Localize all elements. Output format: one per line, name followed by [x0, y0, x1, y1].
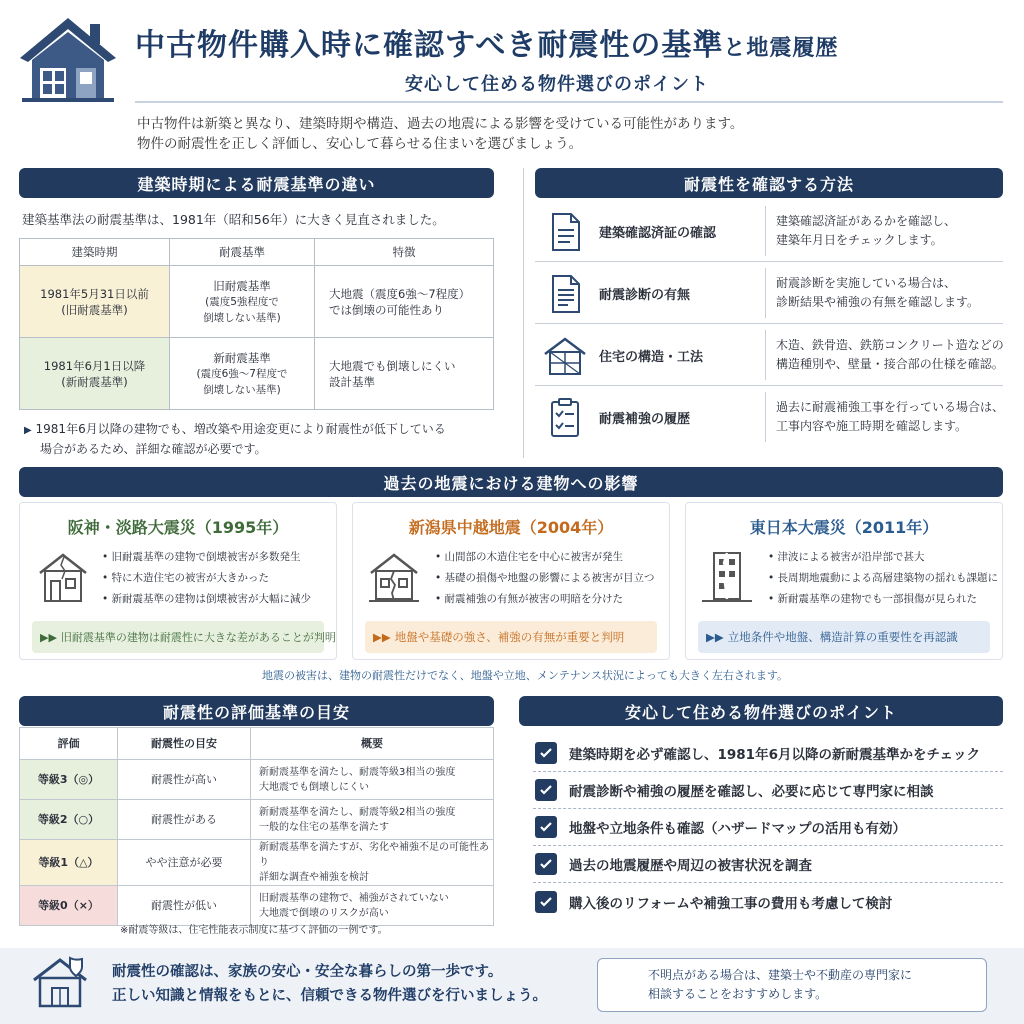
triangle-bullet-icon: ▶ — [24, 425, 32, 436]
quake-card-chuetsu — [352, 502, 670, 660]
method-row — [535, 200, 1003, 262]
consult-box — [597, 958, 987, 1012]
quake-title: 新潟県中越地震（2004年） — [408, 518, 614, 537]
summary-cell: 新耐震基準を満たし、耐震等級3相当の強度 大地震でも倒壊しにくい — [251, 760, 494, 800]
checkbox-checked-icon — [535, 816, 557, 838]
method-label: 建築確認済証の確認 — [599, 225, 717, 241]
summary-cell: 旧耐震基準の建物で、補強がされていない 大地震で倒壊のリスクが高い — [251, 886, 494, 926]
checkbox-checked-icon — [535, 779, 557, 801]
shield-house-icon — [30, 954, 90, 1010]
quake-title: 東日本大震災（2011年） — [749, 518, 939, 537]
grades-heading: 耐震性の評価基準の目安 — [19, 696, 494, 726]
level-cell: 耐震性が高い — [118, 760, 251, 800]
point-item: 購入後のリフォームや補強工事の費用も考慮して検討 — [533, 883, 1003, 920]
damaged-house-icon — [36, 551, 90, 603]
page-subtitle: 安心して住める物件選びのポイント — [405, 74, 709, 95]
checkbox-checked-icon — [535, 742, 557, 764]
intro-text — [137, 114, 743, 154]
method-label: 耐震補強の履歴 — [599, 411, 691, 427]
grades-col-level: 耐震性の目安 — [118, 728, 251, 760]
era-period-cell: 1981年5月31日以前 (旧耐震基準) — [20, 266, 170, 338]
summary-cell: 新耐震基準を満たすが、劣化や補強不足の可能性あり 詳細な調査や補強を検討 — [251, 840, 494, 886]
double-arrow-icon: ▶▶ — [40, 630, 57, 644]
methods-heading: 耐震性を確認する方法 — [535, 168, 1003, 198]
era-standard-cell: 新耐震基準 (震度6強〜7程度で 倒壊しない基準) — [170, 338, 315, 410]
document-icon — [535, 212, 595, 252]
house-structure-icon — [535, 336, 595, 376]
history-heading: 過去の地震における建物への影響 — [19, 467, 1003, 497]
level-cell: やや注意が必要 — [118, 840, 251, 886]
grade-row — [20, 760, 494, 800]
history-note: 地震の被害は、建物の耐震性だけでなく、地盤や立地、メンテナンス状況によっても大きく左右されます。 — [261, 669, 789, 682]
era-col-period: 建築時期 — [20, 239, 170, 266]
level-cell: 耐震性が低い — [118, 886, 251, 926]
level-cell: 耐震性がある — [118, 800, 251, 840]
quake-bullets: • 津波による被害が沿岸部で甚大 • 長周期地震動による高層建築物の揺れも課題に • 新耐震基準の建物でも一部損傷が見られた — [768, 551, 999, 605]
grades-col-grade: 評価 — [20, 728, 118, 760]
method-row — [535, 386, 1003, 448]
era-lead: 建築基準法の耐震基準は、1981年（昭和56年）に大きく見直されました。 — [22, 212, 445, 227]
era-row-old — [20, 266, 494, 338]
footer-line-1: 耐震性の確認は、家族の安心・安全な暮らしの第一歩です。 — [112, 964, 503, 980]
method-desc: 耐震診断を実施している場合は、 診断結果や補強の有無を確認します。 — [765, 268, 1005, 318]
quake-title: 阪神・淡路大震災（1995年） — [67, 518, 289, 537]
quake-conclusion: ▶▶ 旧耐震基準の建物は耐震性に大きな差があることが判明 — [32, 621, 324, 653]
grade-cell: 等級0（×） — [20, 886, 118, 926]
quake-bullets: • 山間部の木造住宅を中心に被害が発生 • 基礎の損傷や地盤の影響による被害が目立つ • 耐震補強の有無が被害の明暗を分けた — [435, 551, 655, 605]
checklist-icon — [535, 398, 595, 438]
header-divider — [135, 101, 1003, 103]
era-feature-cell: 大地震でも倒壊しにくい 設計基準 — [315, 338, 494, 410]
grades-note: ※耐震等級は、住宅性能表示制度に基づく評価の一例です。 — [120, 925, 388, 936]
page-title: 中古物件購入時に確認すべき耐震性の基準と地震履歴 — [135, 28, 839, 63]
era-note: ▶ 1981年6月以降の建物でも、増改築や用途変更により耐震性が低下している 場合があるため、詳細な確認が必要です。 — [24, 422, 446, 456]
grade-row — [20, 840, 494, 886]
intro-line-2: 物件の耐震性を正しく評価し、安心して暮らせる住まいを選びましょう。 — [137, 136, 583, 152]
quake-card-hanshin — [19, 502, 337, 660]
summary-cell: 新耐震基準を満たし、耐震等級2相当の強度 一般的な住宅の基準を満たす — [251, 800, 494, 840]
method-desc: 過去に耐震補強工事を行っている場合は、 工事内容や施工時期を確認します。 — [765, 392, 1005, 442]
grade-cell: 等級2（○） — [20, 800, 118, 840]
points-heading: 安心して住める物件選びのポイント — [519, 696, 1003, 726]
era-row-new — [20, 338, 494, 410]
era-feature-cell: 大地震（震度6強〜7程度） では倒壊の可能性あり — [315, 266, 494, 338]
quake-bullets: • 旧耐震基準の建物で倒壊被害が多数発生 • 特に木造住宅の被害が大きかった • 新耐震基準の建物は倒壊被害が大幅に減少 — [102, 551, 312, 605]
era-table-header — [20, 239, 494, 266]
damaged-building-icon — [700, 549, 754, 605]
method-row — [535, 262, 1003, 324]
era-standard-cell: 旧耐震基準 (震度5強程度で 倒壊しない基準) — [170, 266, 315, 338]
era-table — [19, 238, 494, 410]
method-label: 住宅の構造・工法 — [599, 349, 704, 365]
point-item: 過去の地震履歴や周辺の被害状況を調査 — [533, 846, 1003, 883]
quake-card-tohoku — [685, 502, 1003, 660]
consult-line-2: 相談することをおすすめします。 — [648, 987, 828, 1001]
era-period-cell: 1981年6月1日以降 (新耐震基準) — [20, 338, 170, 410]
grades-col-summary: 概要 — [251, 728, 494, 760]
grade-cell: 等級3（◎） — [20, 760, 118, 800]
grade-row — [20, 886, 494, 926]
quake-conclusion: ▶▶ 地盤や基礎の強さ、補強の有無が重要と判明 — [365, 621, 657, 653]
footer-line-2: 正しい知識と情報をもとに、信頼できる物件選びを行いましょう。 — [112, 988, 547, 1004]
grade-row — [20, 800, 494, 840]
double-arrow-icon: ▶▶ — [373, 630, 391, 644]
intro-line-1: 中古物件は新築と異なり、建築時期や構造、過去の地震による影響を受けている可能性があります。 — [137, 116, 744, 132]
era-heading: 建築時期による耐震基準の違い — [19, 168, 494, 198]
grade-cell: 等級1（△） — [20, 840, 118, 886]
checkbox-checked-icon — [535, 891, 557, 913]
consult-line-1: 不明点がある場合は、建築士や不動産の専門家に — [648, 968, 913, 982]
grades-table — [19, 727, 494, 926]
page-title-suffix: と地震履歴 — [723, 36, 839, 61]
report-icon — [535, 274, 595, 314]
method-label: 耐震診断の有無 — [599, 287, 691, 303]
double-arrow-icon: ▶▶ — [706, 630, 724, 644]
era-col-feature: 特徴 — [315, 239, 494, 266]
method-desc: 木造、鉄骨造、鉄筋コンクリート造などの 構造種別や、壁量・接合部の仕様を確認。 — [765, 330, 1005, 380]
era-col-standard: 耐震基準 — [170, 239, 315, 266]
method-desc: 建築確認済証があるかを確認し、 建築年月日をチェックします。 — [765, 206, 1005, 256]
checkbox-checked-icon — [535, 853, 557, 875]
methods-vertical-divider — [523, 168, 524, 458]
quake-conclusion: ▶▶ 立地条件や地盤、構造計算の重要性を再認識 — [698, 621, 990, 653]
footer-message — [112, 960, 547, 1008]
point-item: 耐震診断や補強の履歴を確認し、必要に応じて専門家に相談 — [533, 772, 1003, 809]
method-row — [535, 324, 1003, 386]
point-item: 建築時期を必ず確認し、1981年6月以降の新耐震基準かをチェック — [533, 735, 1003, 772]
point-item: 地盤や立地条件も確認（ハザードマップの活用も有効） — [533, 809, 1003, 846]
cracked-house-icon — [367, 551, 421, 603]
grades-table-header — [20, 728, 494, 760]
